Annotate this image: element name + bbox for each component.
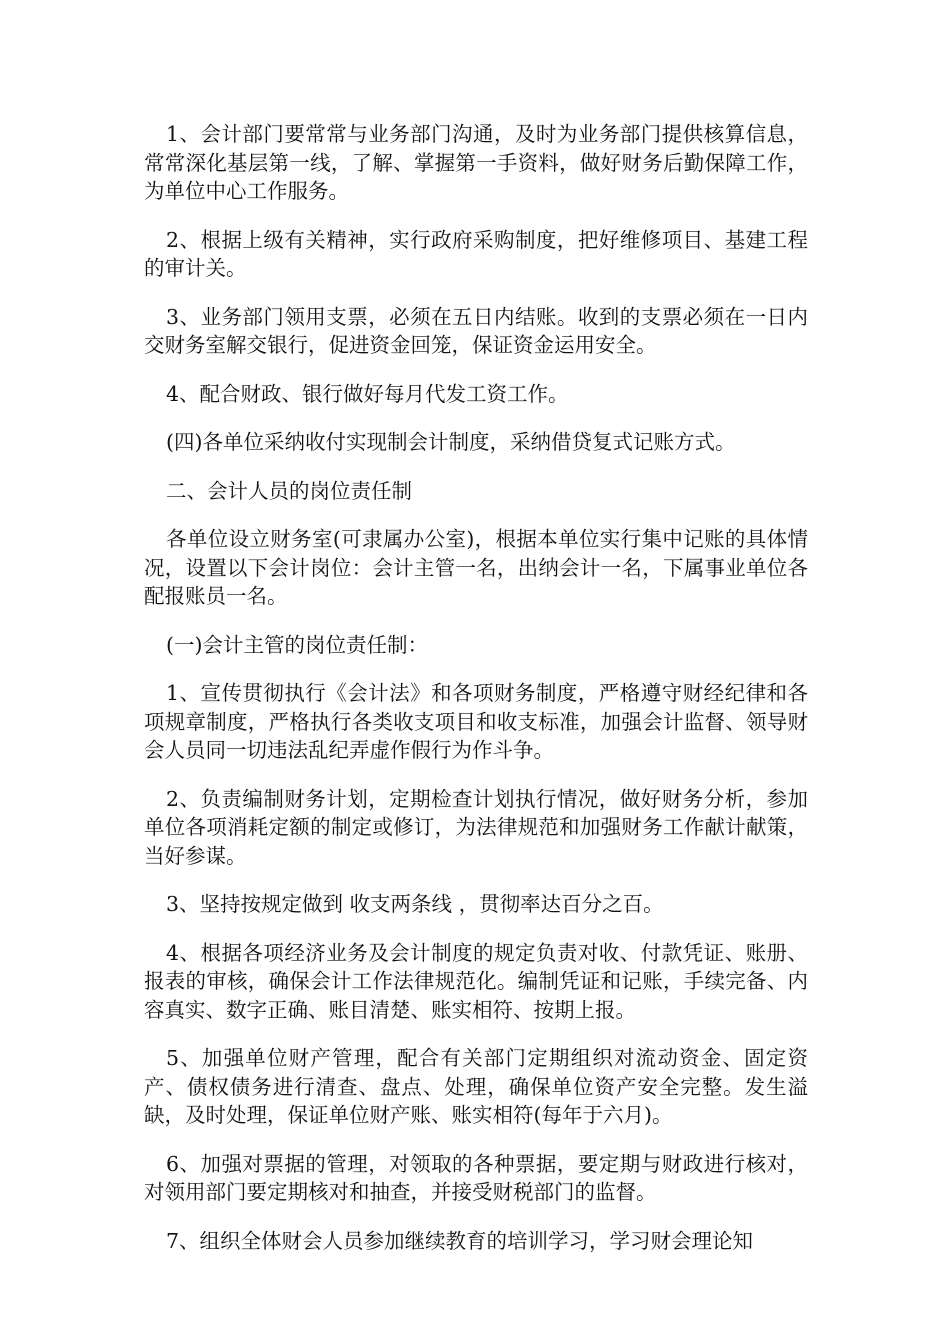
paragraph-3: 3、业务部门领用支票，必须在五日内结账。收到的支票必须在一日内交财务室解交银行，促进资金回笼，保证资金运用安全。: [144, 304, 808, 357]
paragraph-10: 2、负责编制财务计划，定期检查计划执行情况，做好财务分析，参加单位各项消耗定额的制定或修订，为法律规范和加强财务工作献计献策，当好参谋。: [144, 786, 808, 868]
paragraph-15: 7、组织全体财会人员参加继续教育的培训学习，学习财会理论知: [166, 1228, 754, 1253]
paragraph-1: 1、会计部门要常常与业务部门沟通，及时为业务部门提供核算信息，常常深化基层第一线，了解、掌握第一手资料，做好财务后勤保障工作，为单位中心工作服务。: [144, 122, 808, 203]
paragraph-5: (四)各单位采纳收付实现制会计制度，采纳借贷复式记账方式。: [166, 430, 736, 454]
paragraph-14: 6、加强对票据的管理，对领取的各种票据，要定期与财政进行核对，对领用部门要定期核对和抽查，并接受财税部门的监督。: [144, 1151, 808, 1204]
paragraph-4: 4、配合财政、银行做好每月代发工资工作。: [166, 381, 569, 406]
paragraph-12: 4、根据各项经济业务及会计制度的规定负责对收、付款凭证、账册、报表的审核，确保会计工作法律规范化。编制凭证和记账，手续完备、内容真实、数字正确、账目清楚、账实相符、按期上报。: [144, 940, 808, 1022]
paragraph-11: 3、坚持按规定做到 收支两条线 ，贯彻率达百分之百。: [166, 892, 664, 916]
paragraph-7: 各单位设立财务室(可隶属办公室)，根据本单位实行集中记账的具体情况，设置以下会计岗位：会计主管一名，出纳会计一名，下属事业单位各配报账员一名。: [144, 527, 808, 608]
document-body: [144, 120, 808, 1275]
section-heading: 二、会计人员的岗位责任制: [166, 478, 412, 503]
paragraph-9: 1、宣传贯彻执行《会计法》和各项财务制度，严格遵守财经纪律和各项规章制度，严格执行各类收支项目和收支标准，加强会计监督、领导财会人员同一切违法乱纪弄虚作假行为作斗争。: [144, 681, 808, 762]
paragraph-2: 2、根据上级有关精神，实行政府采购制度，把好维修项目、基建工程的审计关。: [144, 227, 808, 280]
subsection-heading: (一)会计主管的岗位责任制：: [166, 632, 428, 657]
paragraph-13: 5、加强单位财产管理，配合有关部门定期组织对流动资金、固定资产、债权债务进行清查、盘点、处理，确保单位资产安全完整。发生溢缺，及时处理，保证单位财产账、账实相符(每年于六月)。: [144, 1046, 808, 1127]
